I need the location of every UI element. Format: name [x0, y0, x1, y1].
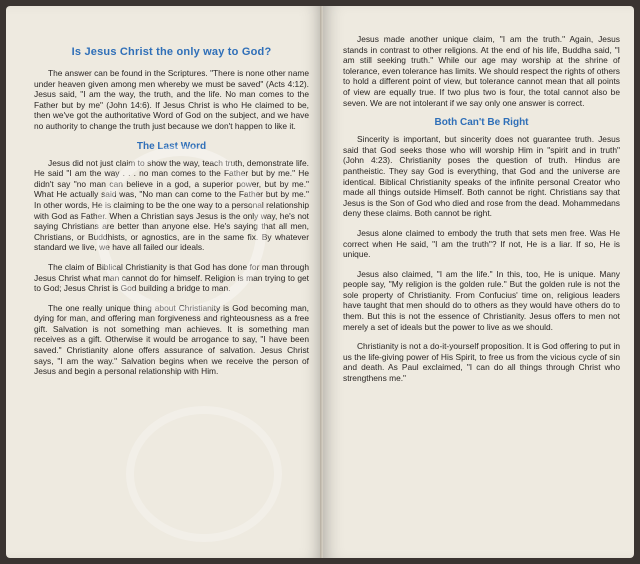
- section-heading: Both Can't Be Right: [434, 117, 529, 129]
- paragraph: The one really unique thing about Christianity is God becoming man, dying for man, and offering man forgiveness and righteousness as a free gift. Salvation is not something man achieves. It is something man receives as a gift. Otherwise it would be arrogance to say, "I have been saved." Christianity alone offers assurance of salvation. Jesus Christ says, "I am the way." Salvation begins when we receive the person of Jesus and begin a personal relationship with Him.: [34, 302, 309, 377]
- paragraph: Jesus also claimed, "I am the life." In this, too, He is unique. Many people say, "My religion is the golden rule." But the golden rule is not the sole property of Christianity. From Confucius' time on, religious leaders have taught that men should do to others as they would have others do to them. But this is not the essence of Christianity. Jesus offers to men not merely a set of ideals but the power to live as we should.: [343, 268, 620, 332]
- right-page: [323, 6, 634, 558]
- paragraph: The claim of Biblical Christianity is that God has done for man through Jesus Christ what man cannot do for himself. Religion is man trying to get to God; Jesus Christ is God building a bridge to man.: [34, 261, 309, 294]
- paragraph: Jesus alone claimed to embody the truth that sets men free. Was He correct when He said, "I am the truth"? If not, He is a liar. If so, He is unique.: [343, 227, 620, 260]
- paragraph: Jesus made another unique claim, "I am the truth." Again, Jesus stands in contrast to other religions. At the end of his life, Buddha said, "I am still seeking truth." While our age may worship at the shrine of tolerance, even tolerance has limits. We should respect the rights of others to hold a different point of view, but tolerance cannot mean that all points of view are equally true. If two plus two is four, the total cannot also be seven. We are not intolerant if we say only one answer is correct.: [343, 34, 620, 108]
- paragraph: Sincerity is important, but sincerity does not guarantee truth. Jesus said that God seeks those who will worship Him in "spirit and in truth" (John 4:23). Christianity poses the question of truth. Hindus are pantheistic. They say God is everything, that God and the universe are identical. Biblical Christianity speaks of the infinite personal Creator who made all things outside Himself. Both cannot be right. Christians say that Jesus is the Son of God who died and rose from the dead. Mohammedans deny these claims. Both cannot be right.: [343, 134, 620, 219]
- paragraph: The answer can be found in the Scriptures. "There is none other name under heaven given among men whereby we must be saved" (Acts 4:12). Jesus said, "I am the way, the truth, and the life. No man comes to the Father but by me" (John 14:6). If Jesus Christ is who He claimed to be, then we've got the authoritative Word of God on the subject, and we have no authority to change the truth just because we don't happen to like it.: [34, 68, 309, 131]
- paragraph: Jesus did not just claim to show the way, teach truth, demonstrate life. He said "I am the way . . . no man comes to the Father but by me." He didn't say "no man can believe in a god, a superior power, but by me." What He actually said was, "No man can come to the Father but by me." In other words, He is claiming to be the one way to a personal relationship with God as Father. When a Christian says Jesus is the only way, he's not saying Christians are better than anyone else. He's saying that all men, Christians, or Buddhists, or agnostics, are in the same fix. By whatever standard we live, we have all failed our ideals.: [34, 157, 309, 253]
- page-title: Is Jesus Christ the only way to God?: [71, 46, 272, 58]
- section-heading: The Last Word: [136, 140, 207, 152]
- left-page: [6, 6, 323, 558]
- background-watermark: [126, 406, 282, 542]
- paragraph: Christianity is not a do-it-yourself proposition. It is God offering to put in us the life-giving power of His Spirit, to free us from the vicious cycle of sin and death. As Paul exclaimed, "I can do all things through Christ who strengthens me.": [343, 341, 620, 384]
